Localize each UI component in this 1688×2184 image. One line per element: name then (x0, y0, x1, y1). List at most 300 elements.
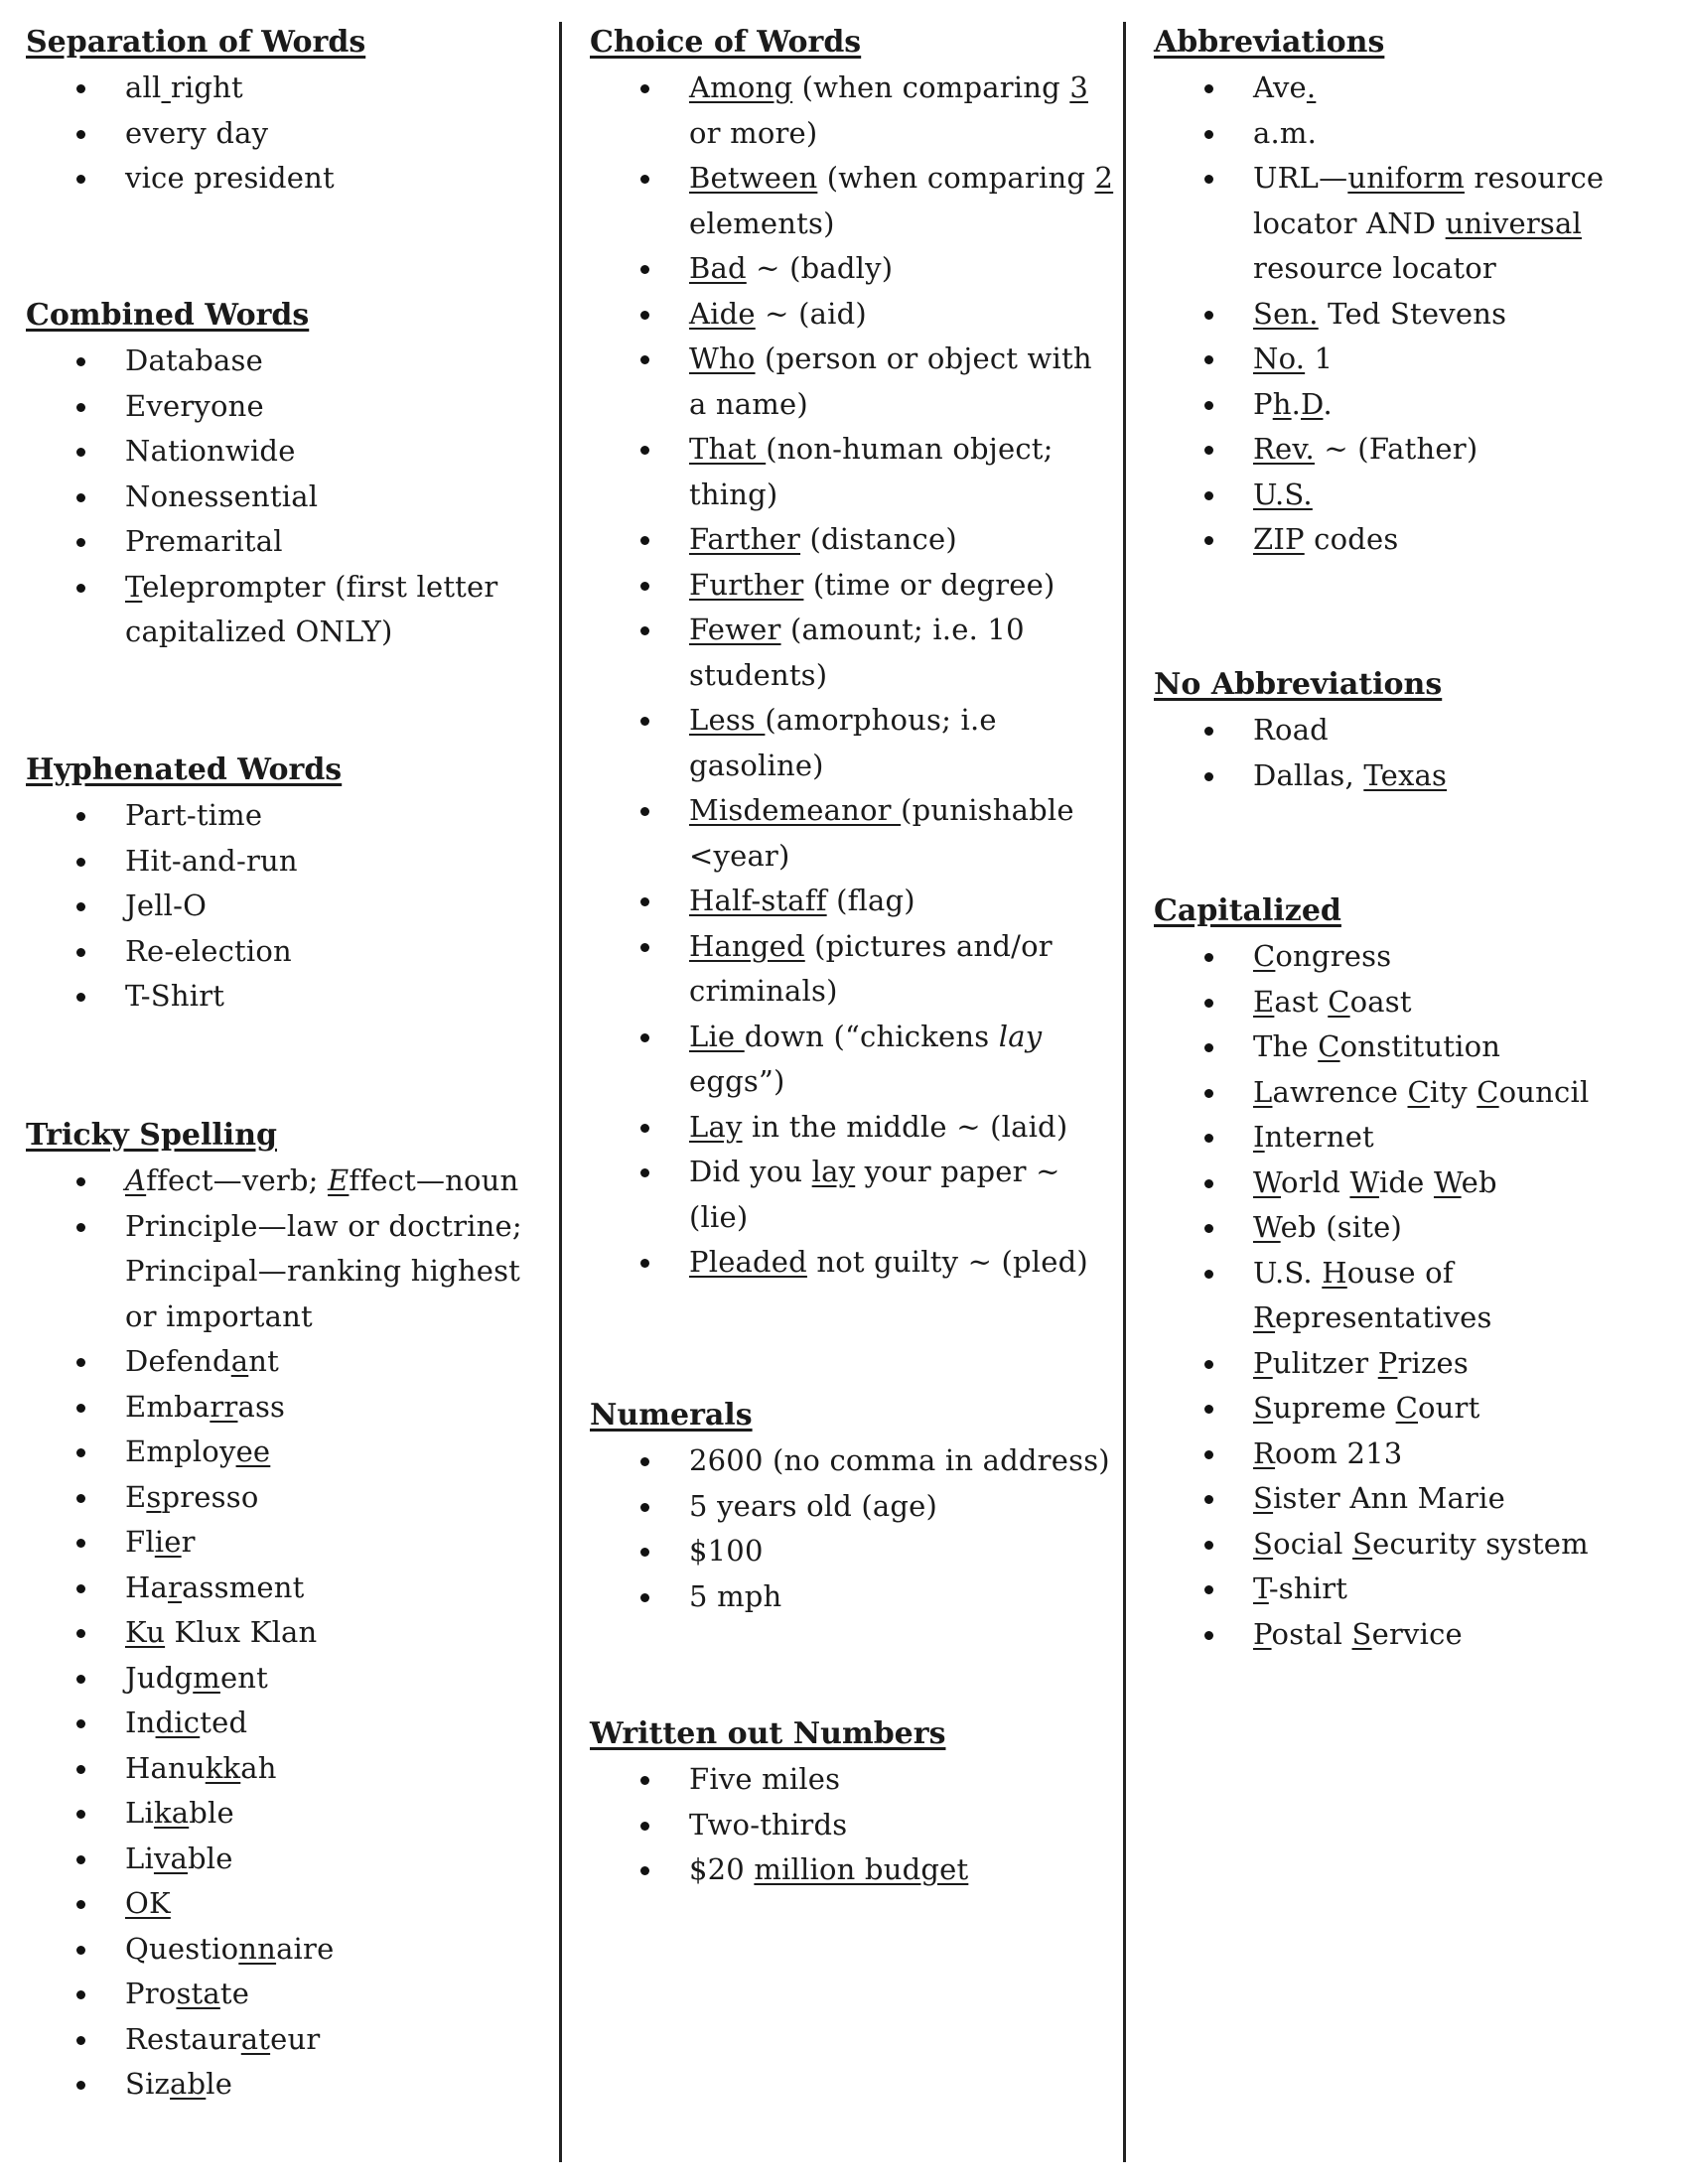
item-text-segment: ister Ann Marie (1273, 1481, 1505, 1515)
item-list (1154, 934, 1688, 1657)
item-text-segment: te (219, 1977, 250, 2010)
item-text-segment: Premarital (125, 524, 283, 558)
list-item (26, 1701, 552, 1746)
item-text-segment: codes (1304, 522, 1399, 556)
section-no-abbreviations (1154, 662, 1688, 798)
item-text-segment: ~ (Father) (1314, 432, 1478, 466)
item-text-segment: Ted Stevens (1318, 296, 1507, 331)
item-text-segment: E (1253, 984, 1275, 1019)
list-item (26, 1927, 552, 1973)
item-text-segment: all (125, 70, 162, 104)
item-text-segment: That (689, 432, 767, 466)
section-combined-words (26, 293, 562, 655)
list-item (26, 1791, 552, 1837)
item-text-segment: elements) (689, 205, 835, 240)
item-text-segment: eb (site) (1280, 1210, 1403, 1244)
item-text-segment: Jell-O (125, 888, 208, 922)
item-text-segment: r (167, 1570, 183, 1604)
list-item (1154, 1341, 1680, 1387)
item-text-segment: assment (182, 1570, 305, 1604)
item-text-segment: kk (205, 1750, 241, 1785)
item-text-segment: A (125, 1163, 147, 1197)
item-text-segment: eleprompter (first letter capitalized ONLY) (125, 569, 498, 648)
section-heading: Written out Numbers (590, 1716, 946, 1751)
item-text-segment: ity (1429, 1074, 1477, 1109)
list-item (590, 563, 1116, 609)
item-text-segment: le (206, 2067, 233, 2101)
item-text-segment: Sen. (1253, 296, 1319, 331)
list-item (590, 698, 1116, 788)
list-item (26, 156, 552, 202)
list-item (590, 1240, 1116, 1286)
list-item (26, 66, 552, 111)
item-text-segment: C (1318, 1029, 1340, 1063)
item-text-segment: ie (154, 1525, 182, 1559)
list-item (26, 839, 552, 885)
item-list (1154, 66, 1688, 563)
item-text-segment: I (1253, 1120, 1265, 1154)
item-text-segment: 1 (1305, 341, 1334, 375)
item-text-segment: OK (125, 1886, 171, 1920)
item-text-segment: ble (188, 1841, 233, 1875)
item-text-segment: (distance) (800, 522, 957, 556)
item-text-segment: W (1253, 1164, 1282, 1199)
item-text-segment: P (1253, 1616, 1272, 1651)
item-text-segment: . (1323, 386, 1333, 421)
item-text-segment: ffect—verb; (146, 1163, 329, 1197)
section-heading: Abbreviations (1154, 25, 1385, 60)
item-text-segment: W (1349, 1164, 1379, 1199)
item-text-segment: Principle—law or doctrine; Principal—ranking highest or important (125, 1208, 522, 1333)
item-text-segment: universal (1445, 205, 1582, 240)
item-text-segment: ble (189, 1796, 234, 1830)
item-text-segment: Two-thirds (689, 1807, 848, 1842)
item-text-segment: aire (276, 1931, 335, 1966)
item-text-segment: Restaur (125, 2021, 241, 2056)
list-item (26, 339, 552, 384)
item-text-segment: 3 (1069, 70, 1088, 104)
item-text-segment: ulitzer (1272, 1345, 1378, 1380)
item-text-segment: ide (1378, 1164, 1434, 1199)
item-text-segment: E (125, 1479, 147, 1514)
item-text-segment: Questio (125, 1931, 239, 1966)
item-list (26, 66, 562, 202)
list-item (590, 156, 1116, 246)
item-list (590, 66, 1126, 1286)
item-text-segment: Nonessential (125, 478, 319, 513)
item-text-segment: Ave (1253, 70, 1307, 104)
list-item (1154, 980, 1680, 1025)
list-item (590, 1574, 1116, 1620)
item-text-segment: rr (210, 1389, 238, 1424)
item-text-segment: L (1253, 1074, 1273, 1109)
item-list (1154, 708, 1688, 798)
list-item (1154, 427, 1680, 473)
section-written-out-numbers (590, 1711, 1126, 1893)
list-item (26, 384, 552, 430)
list-item (26, 111, 552, 157)
item-text-segment: right (170, 70, 243, 104)
list-item (26, 1430, 552, 1475)
section-heading: Separation of Words (26, 25, 366, 60)
list-item (1154, 934, 1680, 980)
list-item (590, 1484, 1116, 1530)
list-item (26, 565, 552, 655)
list-item (590, 924, 1116, 1015)
item-text-segment: (time or degree) (803, 567, 1055, 602)
list-item (1154, 1386, 1680, 1432)
item-text-segment: (amount; i.e. 10 students) (689, 613, 1025, 692)
section-heading: Hyphenated Words (26, 752, 343, 787)
item-text-segment: C (1395, 1391, 1419, 1425)
list-item (26, 1837, 552, 1882)
section-tricky-spelling (26, 1113, 562, 2108)
item-text-segment: ZIP (1253, 522, 1305, 556)
list-item (1154, 753, 1680, 799)
item-text-segment: ~ (badly) (746, 251, 894, 285)
list-item (26, 929, 552, 975)
item-text-segment: T (1253, 1571, 1269, 1605)
list-item (590, 788, 1116, 879)
item-text-segment: Ku (125, 1615, 166, 1649)
item-text-segment: URL— (1253, 161, 1348, 195)
section-abbreviations (1154, 20, 1688, 563)
item-text-segment: E (328, 1163, 350, 1197)
item-text-segment: Emba (125, 1389, 211, 1424)
item-text-segment: a (230, 1344, 249, 1378)
item-text-segment: not guilty ~ (pled) (806, 1245, 1088, 1279)
item-text-segment: down (“chickens (744, 1019, 999, 1053)
list-item (26, 884, 552, 929)
item-text-segment: ouncil (1498, 1074, 1590, 1109)
item-text-segment: Misdemeanor (689, 793, 902, 827)
item-text-segment: oast (1349, 984, 1412, 1019)
item-text-segment: S (1253, 1481, 1274, 1515)
item-text-segment: S (1253, 1526, 1274, 1561)
item-text-segment: nn (238, 1931, 277, 1966)
item-text-segment: H (1322, 1255, 1347, 1290)
item-text-segment: ab (170, 2067, 207, 2101)
item-text-segment: sta (176, 1977, 220, 2010)
item-text-segment: ocial (1273, 1526, 1353, 1561)
item-text-segment: The (1253, 1029, 1319, 1063)
list-item (590, 1438, 1116, 1484)
item-text-segment: Li (125, 1841, 154, 1875)
item-text-segment: Re-election (125, 933, 292, 968)
item-text-segment: U.S. (1253, 1255, 1323, 1290)
item-text-segment: presso (161, 1479, 259, 1514)
item-text-segment: ah (240, 1750, 277, 1785)
list-item (1154, 1070, 1680, 1116)
list-item (590, 66, 1116, 156)
section-choice-of-words (590, 20, 1126, 1286)
section-hyphenated-words (26, 748, 562, 1020)
item-text-segment: Pro (125, 1977, 177, 2010)
item-text-segment: ecurity system (1372, 1526, 1589, 1561)
list-item (590, 1847, 1116, 1893)
list-item (1154, 1024, 1680, 1070)
item-text-segment: (pictures and/or criminals) (689, 928, 1053, 1008)
item-text-segment: resource locator (1253, 251, 1496, 285)
list-item (590, 292, 1116, 338)
item-text-segment: C (1253, 939, 1276, 973)
section-heading: Capitalized (1154, 893, 1341, 928)
item-text-segment: Dallas, (1253, 757, 1364, 792)
item-text-segment: epresentatives (1275, 1300, 1492, 1334)
item-text-segment: Hanged (689, 928, 805, 963)
item-text-segment: Everyone (125, 388, 264, 423)
item-text-segment: Farther (689, 522, 801, 556)
item-text-segment: Lay (689, 1109, 743, 1144)
item-list (590, 1757, 1126, 1893)
item-text-segment: Less (689, 703, 766, 737)
item-text-segment: Rev. (1253, 432, 1315, 466)
item-text-segment: Aide (689, 296, 756, 331)
item-text-segment: (person or object with a name) (689, 341, 1092, 421)
list-item (590, 1150, 1116, 1240)
item-text-segment: P (1377, 1345, 1398, 1380)
item-list (26, 1159, 562, 2108)
item-text-segment: Fl (125, 1525, 155, 1559)
item-text-segment: Klux Klan (165, 1615, 318, 1649)
item-text-segment: Bad (689, 251, 747, 285)
list-item (1154, 473, 1680, 518)
list-item (26, 519, 552, 565)
list-item (1154, 1476, 1680, 1522)
item-text-segment: Fewer (689, 613, 781, 646)
item-text-segment: Li (125, 1796, 154, 1830)
item-text-segment: (when comparing (792, 70, 1070, 104)
item-text-segment: T-Shirt (125, 979, 225, 1013)
item-text-segment: 2 (1094, 161, 1114, 195)
item-text-segment: r (181, 1525, 196, 1559)
item-text-segment (161, 70, 170, 104)
item-text-segment: a.m. (1253, 115, 1318, 150)
list-item (26, 1204, 552, 1340)
item-text-segment: T (125, 569, 143, 604)
item-text-segment: m (193, 1660, 220, 1695)
item-text-segment: R (1253, 1435, 1276, 1470)
list-item (26, 429, 552, 475)
item-text-segment: every day (125, 115, 269, 150)
item-text-segment: at (240, 2021, 271, 2056)
item-text-segment: ongress (1275, 939, 1392, 973)
item-text-segment: Pleaded (689, 1245, 807, 1279)
item-text-segment: Who (689, 341, 756, 375)
section-heading: Combined Words (26, 298, 310, 333)
list-item (1154, 337, 1680, 382)
item-text-segment: $20 (689, 1852, 755, 1886)
item-text-segment: (non-human object; thing) (689, 432, 1054, 511)
list-item (26, 1610, 552, 1656)
item-text-segment: $100 (689, 1534, 764, 1568)
item-text-segment: Ha (125, 1570, 168, 1604)
section-heading: No Abbreviations (1154, 667, 1443, 702)
item-text-segment: va (153, 1841, 189, 1875)
item-text-segment: R (1253, 1300, 1276, 1334)
item-text-segment: Road (1253, 713, 1329, 747)
item-text-segment: Nationwide (125, 434, 296, 468)
item-text-segment: . (1291, 386, 1302, 421)
item-text-segment: awrence (1272, 1074, 1408, 1109)
item-text-segment: 2600 (no comma in address) (689, 1443, 1110, 1477)
item-text-segment: S (1352, 1526, 1373, 1561)
item-text-segment: Five miles (689, 1762, 841, 1796)
item-text-segment: ka (153, 1796, 190, 1830)
list-item (1154, 66, 1680, 111)
list-item (26, 2062, 552, 2108)
item-text-segment: ~ (aid) (755, 296, 867, 331)
list-item (1154, 156, 1680, 292)
item-text-segment: ourt (1418, 1391, 1480, 1425)
list-item (590, 1757, 1116, 1803)
list-item (1154, 1432, 1680, 1477)
item-text-segment: C (1328, 984, 1350, 1019)
list-item (590, 246, 1116, 292)
item-text-segment: P (1253, 1345, 1273, 1380)
item-list (26, 793, 562, 1020)
item-text-segment: S (1351, 1616, 1372, 1651)
item-text-segment: h (1272, 386, 1292, 421)
item-text-segment: rizes (1397, 1345, 1469, 1380)
item-text-segment: C (1407, 1074, 1430, 1109)
list-item (590, 1015, 1116, 1105)
list-item (1154, 1205, 1680, 1251)
list-item (26, 475, 552, 520)
item-list (590, 1438, 1126, 1619)
item-text-segment: eb (1461, 1164, 1497, 1199)
item-text-segment: . (1306, 70, 1317, 104)
list-item (26, 1385, 552, 1431)
list-item (1154, 1160, 1680, 1206)
list-item (1154, 1522, 1680, 1568)
list-item (26, 793, 552, 839)
item-text-segment: your paper ~ (lie) (689, 1155, 1060, 1234)
item-text-segment: eggs”) (689, 1064, 785, 1098)
item-text-segment: vice president (125, 161, 335, 195)
list-item (26, 1881, 552, 1927)
list-item (1154, 1612, 1680, 1658)
item-text-segment: Employ (125, 1434, 236, 1468)
item-text-segment: Judg (125, 1660, 194, 1695)
item-text-segment: P (1253, 386, 1273, 421)
item-text-segment: oom 213 (1275, 1435, 1403, 1470)
list-item (26, 1746, 552, 1792)
section-numerals (590, 1393, 1126, 1619)
item-text-segment: (flag) (826, 884, 915, 917)
list-item (26, 1475, 552, 1521)
item-text-segment: uniform (1347, 161, 1465, 195)
item-text-segment: Defend (125, 1344, 231, 1378)
item-text-segment: ffect—noun (349, 1163, 519, 1197)
item-text-segment: Part-time (125, 798, 263, 832)
item-text-segment: Hanu (125, 1750, 206, 1785)
item-text-segment: s (146, 1479, 162, 1514)
item-text-segment: In (125, 1706, 156, 1739)
list-item (26, 2017, 552, 2063)
list-item (26, 1159, 552, 1204)
list-item (590, 1803, 1116, 1848)
item-text-segment: W (1253, 1210, 1281, 1244)
item-text-segment: ervice (1371, 1616, 1463, 1651)
list-item (590, 427, 1116, 517)
list-item (1154, 382, 1680, 428)
item-text-segment: (amorphous; i.e gasoline) (689, 703, 997, 782)
item-list (26, 339, 562, 655)
section-separation-of-words (26, 20, 562, 202)
list-item (590, 337, 1116, 427)
list-item (26, 1972, 552, 2017)
list-item (1154, 1251, 1680, 1341)
item-text-segment: orld (1281, 1164, 1350, 1199)
list-item (26, 974, 552, 1020)
item-text-segment: million budget (754, 1852, 969, 1886)
item-text-segment: Half-staff (689, 884, 827, 917)
list-item (590, 608, 1116, 698)
item-text-segment: (punishable <year) (689, 793, 1074, 873)
item-text-segment: 5 years old (age) (689, 1488, 938, 1523)
item-text-segment: onstitution (1339, 1029, 1501, 1063)
item-text-segment: No. (1253, 341, 1306, 375)
item-text-segment: Lie (689, 1019, 745, 1053)
item-text-segment: ted (200, 1706, 248, 1739)
list-item (26, 1656, 552, 1702)
item-text-segment: -shirt (1268, 1571, 1348, 1605)
item-text-segment: Texas (1363, 757, 1448, 792)
item-text-segment: lay (811, 1155, 856, 1188)
item-text-segment: upreme (1273, 1391, 1396, 1425)
section-heading: Tricky Spelling (26, 1118, 277, 1153)
item-text-segment: ass (237, 1389, 286, 1424)
list-item (1154, 292, 1680, 338)
item-text-segment: or more) (689, 115, 818, 150)
item-text-segment: Database (125, 343, 263, 377)
item-text-segment: dic (155, 1706, 201, 1739)
item-text-segment: ostal (1271, 1616, 1352, 1651)
item-text-segment: Among (689, 70, 793, 104)
list-item (1154, 1115, 1680, 1160)
list-item (1154, 111, 1680, 157)
list-item (1154, 708, 1680, 753)
list-item (590, 879, 1116, 924)
list-item (590, 517, 1116, 563)
item-text-segment: W (1433, 1164, 1462, 1199)
item-text-segment: resource locator AND (1253, 161, 1605, 240)
item-text-segment: ee (235, 1434, 271, 1468)
item-text-segment: ouse of (1346, 1255, 1454, 1290)
item-text-segment: Did you (689, 1155, 812, 1188)
item-text-segment: lay (998, 1019, 1043, 1053)
section-heading: Choice of Words (590, 25, 862, 60)
section-heading: Numerals (590, 1398, 753, 1433)
item-text-segment: 5 mph (689, 1578, 782, 1613)
item-text-segment: nt (248, 1344, 279, 1378)
list-item (26, 1520, 552, 1566)
item-text-segment: in the middle ~ (laid) (742, 1109, 1068, 1144)
item-text-segment: Hit-and-run (125, 843, 298, 878)
item-text-segment: D (1301, 386, 1324, 421)
item-text-segment: Between (689, 161, 818, 195)
item-text-segment: nternet (1264, 1120, 1374, 1154)
list-item (590, 1105, 1116, 1151)
list-item (26, 1339, 552, 1385)
item-text-segment: eur (270, 2021, 321, 2056)
item-text-segment: Siz (125, 2067, 171, 2101)
item-text-segment: (when comparing (817, 161, 1095, 195)
item-text-segment: ast (1274, 984, 1329, 1019)
list-item (1154, 517, 1680, 563)
list-item (26, 1566, 552, 1611)
